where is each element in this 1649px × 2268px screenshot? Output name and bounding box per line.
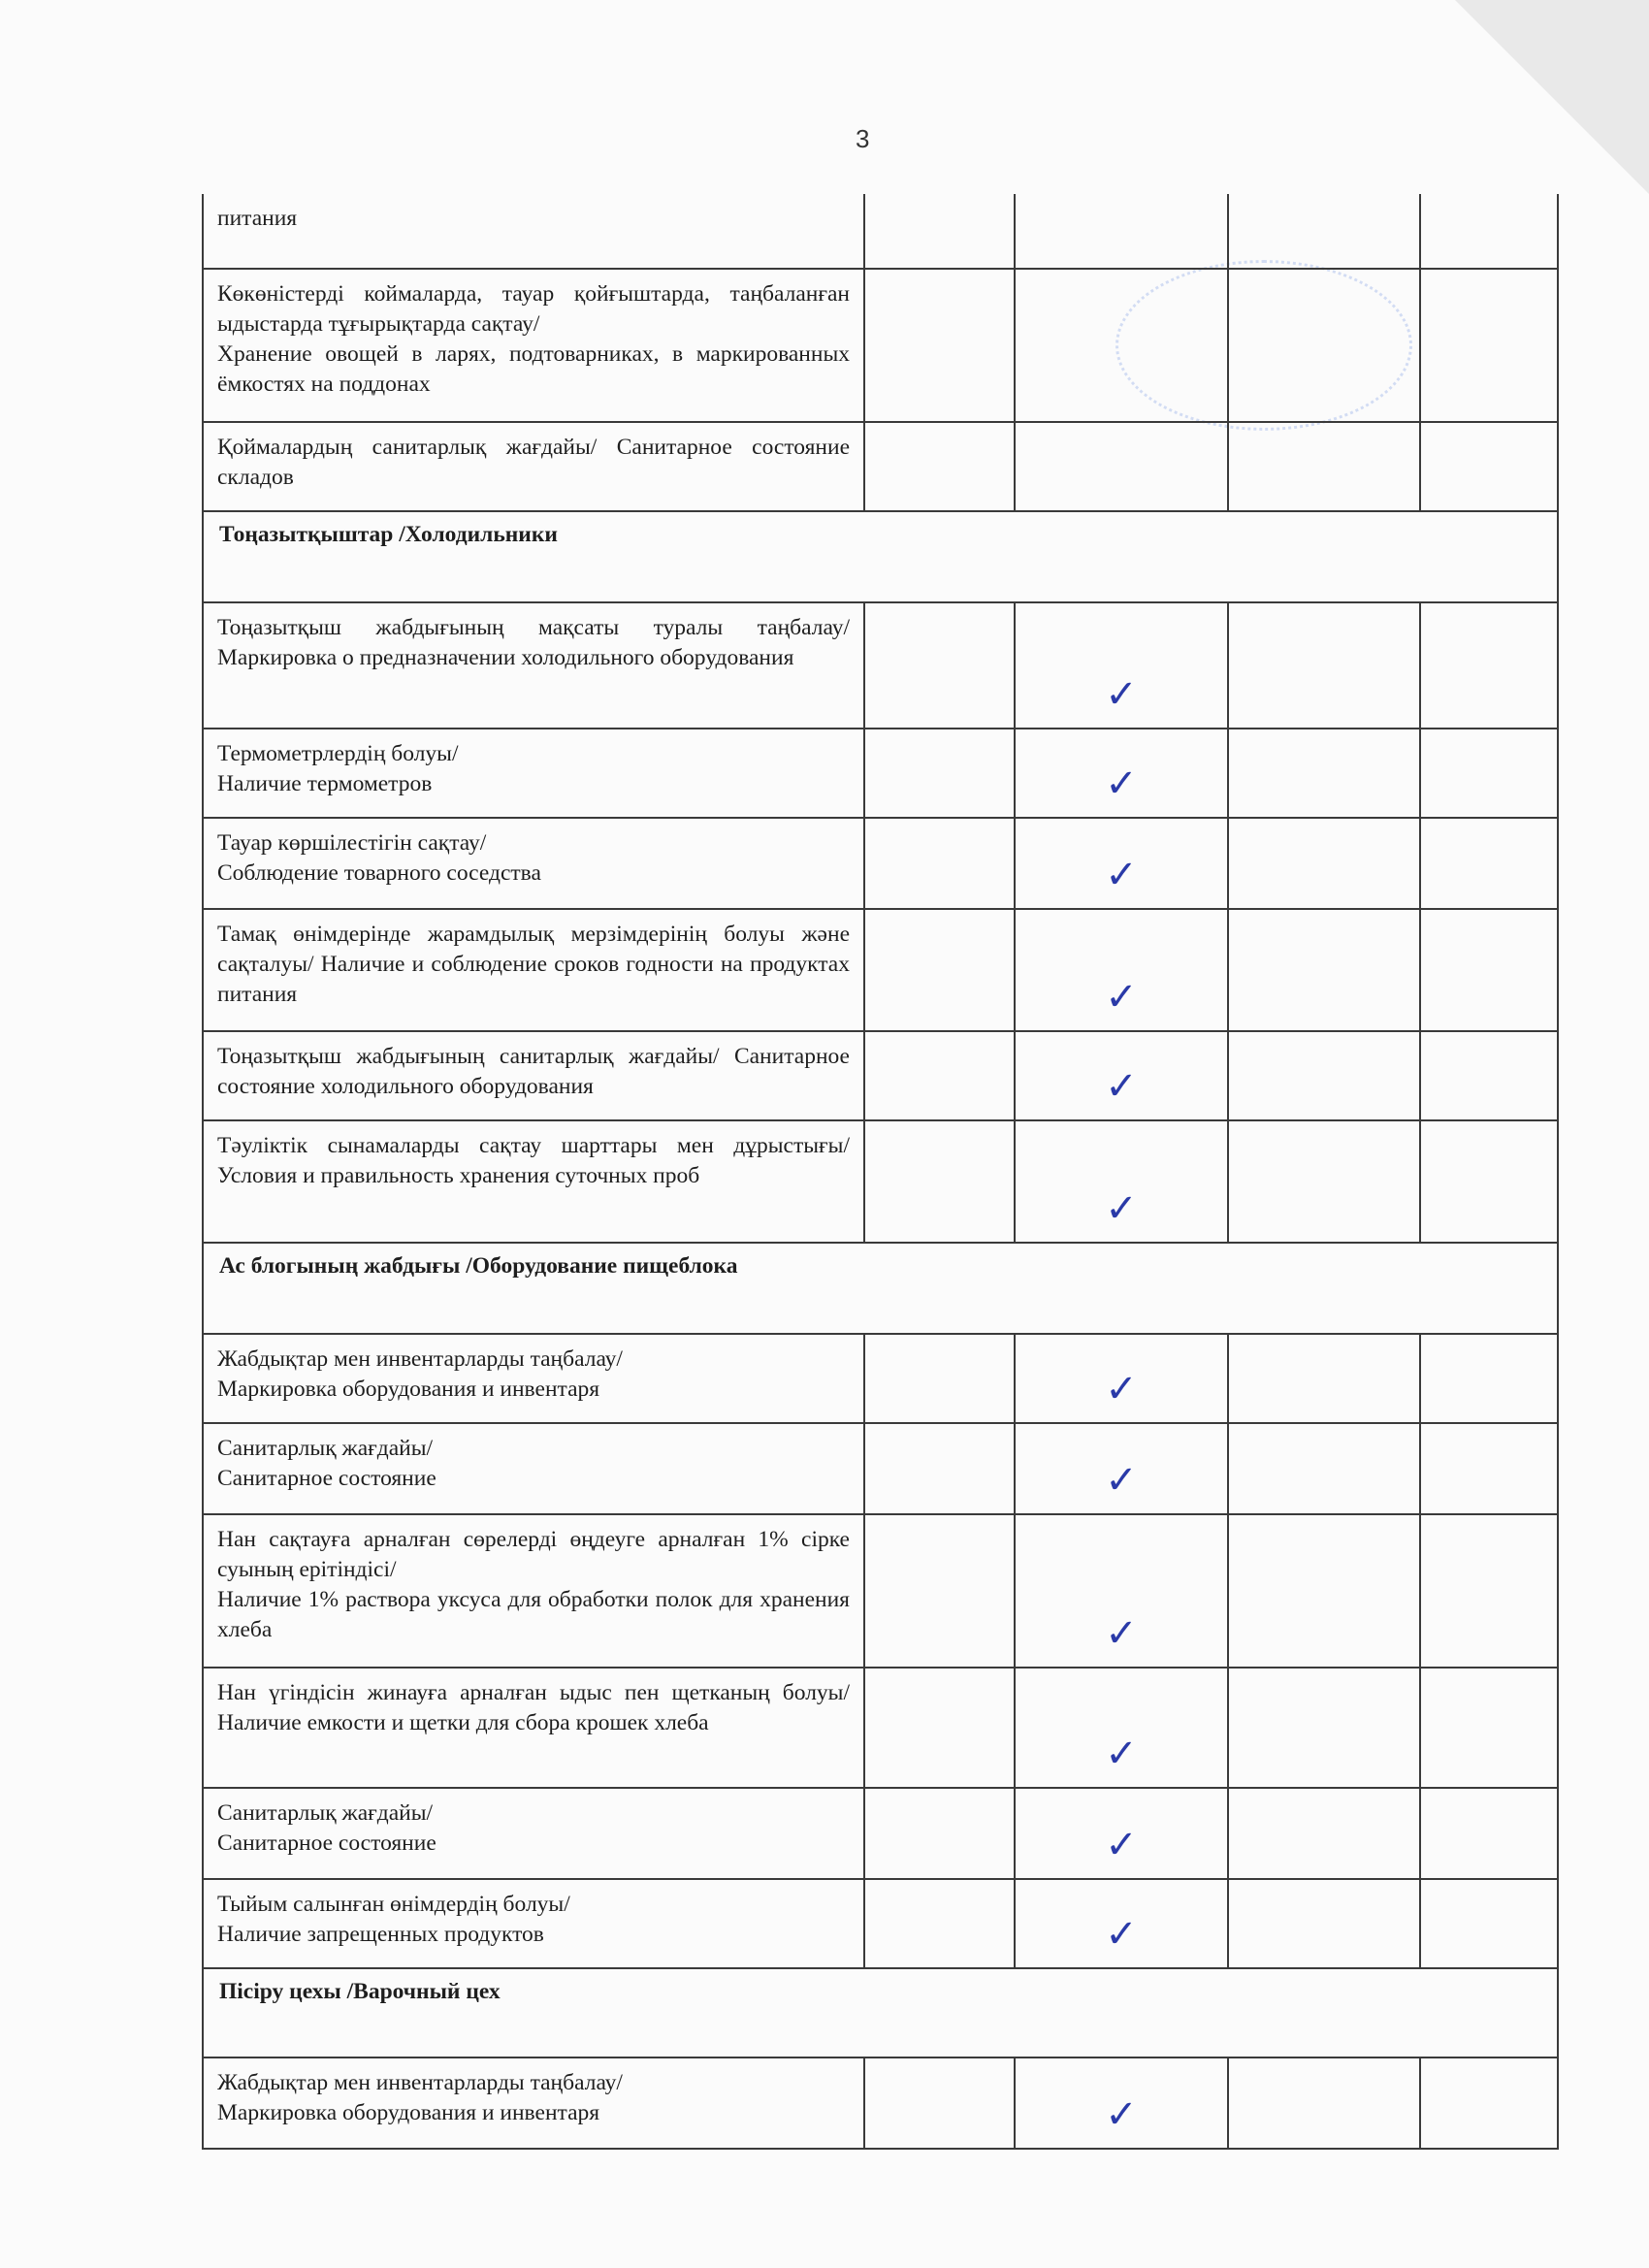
mark-cell-3	[1228, 194, 1420, 269]
label-line: Наличие 1% раствора уксуса для обработки полок для хранения хлеба	[217, 1587, 850, 1642]
mark-cell-1	[864, 602, 1015, 729]
mark-cell-3	[1228, 1423, 1420, 1514]
mark-cell-2	[1015, 909, 1228, 1031]
mark-cell-1	[864, 2057, 1015, 2149]
label-line: Наличие запрещенных продуктов	[217, 1922, 544, 1947]
check-mark-icon: ✓	[1105, 1823, 1138, 1867]
checklist-row	[203, 1120, 1558, 1243]
mark-cell-4	[1420, 194, 1558, 269]
check-mark-icon: ✓	[1105, 672, 1138, 717]
row-label	[203, 818, 864, 909]
label-line: Нан сақтауға арналған сөрелерді өңдеуге арналған 1% сірке суының ерітіндісі/	[217, 1527, 850, 1582]
label-line: Тамақ өнімдерінде жарамдылық мерзімдерінің болуы және сақталуы/ Наличие и соблюдение сроков годности на продуктах питания	[217, 922, 850, 1007]
mark-cell-3	[1228, 818, 1420, 909]
check-mark-icon: ✓	[1105, 1611, 1138, 1656]
checklist-row	[203, 269, 1558, 422]
mark-cell-3	[1228, 269, 1420, 422]
label-line: Жабдықтар мен инвентарларды таңбалау/	[217, 1346, 623, 1372]
mark-cell-4	[1420, 1423, 1558, 1514]
label-line: Нан үгіндісін жинауға арналған ыдыс пен щетканың болуы/Наличие емкости и щетки для сбора крошек хлеба	[217, 1680, 850, 1735]
mark-cell-2	[1015, 1879, 1228, 1968]
mark-cell-2	[1015, 1031, 1228, 1120]
mark-cell-2	[1015, 729, 1228, 818]
mark-cell-3	[1228, 1879, 1420, 1968]
mark-cell-1	[864, 269, 1015, 422]
checklist-row	[203, 1031, 1558, 1120]
section-row	[203, 511, 1558, 602]
row-label	[203, 909, 864, 1031]
mark-cell-2	[1015, 269, 1228, 422]
mark-cell-4	[1420, 422, 1558, 511]
section-heading: Пісіру цехы /Варочный цех	[203, 1968, 1558, 2057]
label-line: Тоңазытқыш жабдығының мақсаты туралы таңбалау/Маркировка о предназначении холодильного оборудования	[217, 615, 850, 670]
mark-cell-1	[864, 729, 1015, 818]
label-line: питания	[217, 206, 298, 231]
row-label	[203, 269, 864, 422]
checklist-row	[203, 1668, 1558, 1788]
mark-cell-4	[1420, 909, 1558, 1031]
mark-cell-1	[864, 1031, 1015, 1120]
row-label	[203, 1879, 864, 1968]
mark-cell-4	[1420, 818, 1558, 909]
mark-cell-3	[1228, 2057, 1420, 2149]
mark-cell-2	[1015, 818, 1228, 909]
checklist-row	[203, 1514, 1558, 1668]
row-label	[203, 194, 864, 269]
check-mark-icon: ✓	[1105, 761, 1138, 806]
label-line: Маркировка оборудования и инвентаря	[217, 2100, 600, 2125]
label-line: Маркировка оборудования и инвентаря	[217, 1377, 600, 1402]
mark-cell-1	[864, 1668, 1015, 1788]
mark-cell-4	[1420, 269, 1558, 422]
label-line: Көкөністерді коймаларда, тауар қойғыштарда, таңбаланған ыдыстарда тұғырықтарда сақтау/	[217, 281, 850, 337]
mark-cell-2	[1015, 1120, 1228, 1243]
mark-cell-1	[864, 1334, 1015, 1423]
row-label	[203, 2057, 864, 2149]
mark-cell-2	[1015, 1423, 1228, 1514]
row-label	[203, 1668, 864, 1788]
mark-cell-2	[1015, 1334, 1228, 1423]
row-label	[203, 1334, 864, 1423]
mark-cell-3	[1228, 909, 1420, 1031]
mark-cell-3	[1228, 1514, 1420, 1668]
mark-cell-3	[1228, 1120, 1420, 1243]
label-line: Хранение овощей в ларях, подтоварниках, в маркированных ёмкостях на поддонах	[217, 341, 850, 397]
label-line: Термометрлердің болуы/	[217, 741, 459, 766]
check-mark-icon: ✓	[1105, 853, 1138, 897]
row-label	[203, 1423, 864, 1514]
mark-cell-4	[1420, 1514, 1558, 1668]
mark-cell-2	[1015, 1514, 1228, 1668]
mark-cell-3	[1228, 1668, 1420, 1788]
checklist-row	[203, 818, 1558, 909]
check-mark-icon: ✓	[1105, 1732, 1138, 1776]
mark-cell-4	[1420, 1668, 1558, 1788]
label-line: Тәуліктік сынамаларды сақтау шарттары мен дұрыстығы/ Условия и правильность хранения суточных проб	[217, 1133, 850, 1188]
mark-cell-4	[1420, 2057, 1558, 2149]
mark-cell-2	[1015, 602, 1228, 729]
label-line: Санитарное состояние	[217, 1831, 436, 1856]
mark-cell-3	[1228, 729, 1420, 818]
checklist-row	[203, 1423, 1558, 1514]
checklist-row	[203, 194, 1558, 269]
checklist-row	[203, 2057, 1558, 2149]
mark-cell-2	[1015, 1788, 1228, 1879]
label-line: Қоймалардың санитарлық жағдайы/ Санитарное состояние складов	[217, 435, 850, 490]
checklist-row	[203, 1334, 1558, 1423]
check-mark-icon: ✓	[1105, 1458, 1138, 1503]
checklist-row	[203, 602, 1558, 729]
mark-cell-4	[1420, 1031, 1558, 1120]
mark-cell-1	[864, 194, 1015, 269]
row-label	[203, 729, 864, 818]
mark-cell-2	[1015, 422, 1228, 511]
check-mark-icon: ✓	[1105, 1912, 1138, 1957]
check-mark-icon: ✓	[1105, 1064, 1138, 1109]
label-line: Санитарное состояние	[217, 1466, 436, 1491]
mark-cell-3	[1228, 1031, 1420, 1120]
checklist-table	[202, 194, 1559, 2150]
checklist-row	[203, 422, 1558, 511]
mark-cell-1	[864, 1514, 1015, 1668]
label-line: Тоңазытқыш жабдығының санитарлық жағдайы/ Санитарное состояние холодильного оборудования	[217, 1044, 850, 1099]
folded-page-corner	[1455, 0, 1649, 194]
mark-cell-3	[1228, 602, 1420, 729]
label-line: Санитарлық жағдайы/	[217, 1800, 434, 1826]
checklist-row	[203, 1879, 1558, 1968]
checklist-row	[203, 909, 1558, 1031]
mark-cell-4	[1420, 1879, 1558, 1968]
row-label	[203, 1788, 864, 1879]
section-row	[203, 1968, 1558, 2057]
row-label	[203, 1514, 864, 1668]
section-row	[203, 1243, 1558, 1334]
mark-cell-2	[1015, 194, 1228, 269]
label-line: Соблюдение товарного соседства	[217, 860, 541, 886]
label-line: Жабдықтар мен инвентарларды таңбалау/	[217, 2070, 623, 2095]
label-line: Тыйым салынған өнімдердің болуы/	[217, 1892, 570, 1917]
mark-cell-1	[864, 1788, 1015, 1879]
mark-cell-2	[1015, 1668, 1228, 1788]
label-line: Тауар көршілестігін сақтау/	[217, 830, 487, 856]
row-label	[203, 422, 864, 511]
mark-cell-4	[1420, 1788, 1558, 1879]
row-label	[203, 1031, 864, 1120]
mark-cell-1	[864, 1423, 1015, 1514]
check-mark-icon: ✓	[1105, 2092, 1138, 2137]
mark-cell-4	[1420, 729, 1558, 818]
mark-cell-4	[1420, 1120, 1558, 1243]
mark-cell-1	[864, 422, 1015, 511]
row-label	[203, 602, 864, 729]
check-mark-icon: ✓	[1105, 1367, 1138, 1411]
mark-cell-1	[864, 909, 1015, 1031]
check-mark-icon: ✓	[1105, 975, 1138, 1020]
mark-cell-2	[1015, 2057, 1228, 2149]
page-number: 3	[856, 124, 870, 153]
section-heading: Тоңазытқыштар /Холодильники	[203, 511, 1558, 602]
mark-cell-3	[1228, 1334, 1420, 1423]
label-line: Наличие термометров	[217, 771, 433, 796]
row-label	[203, 1120, 864, 1243]
mark-cell-1	[864, 1879, 1015, 1968]
check-mark-icon: ✓	[1105, 1186, 1138, 1231]
section-heading: Ас блогының жабдығы /Оборудование пищеблока	[203, 1243, 1558, 1334]
mark-cell-3	[1228, 1788, 1420, 1879]
checklist-row	[203, 1788, 1558, 1879]
checklist-row	[203, 729, 1558, 818]
mark-cell-3	[1228, 422, 1420, 511]
mark-cell-1	[864, 818, 1015, 909]
mark-cell-1	[864, 1120, 1015, 1243]
label-line: Санитарлық жағдайы/	[217, 1436, 434, 1461]
mark-cell-4	[1420, 1334, 1558, 1423]
mark-cell-4	[1420, 602, 1558, 729]
